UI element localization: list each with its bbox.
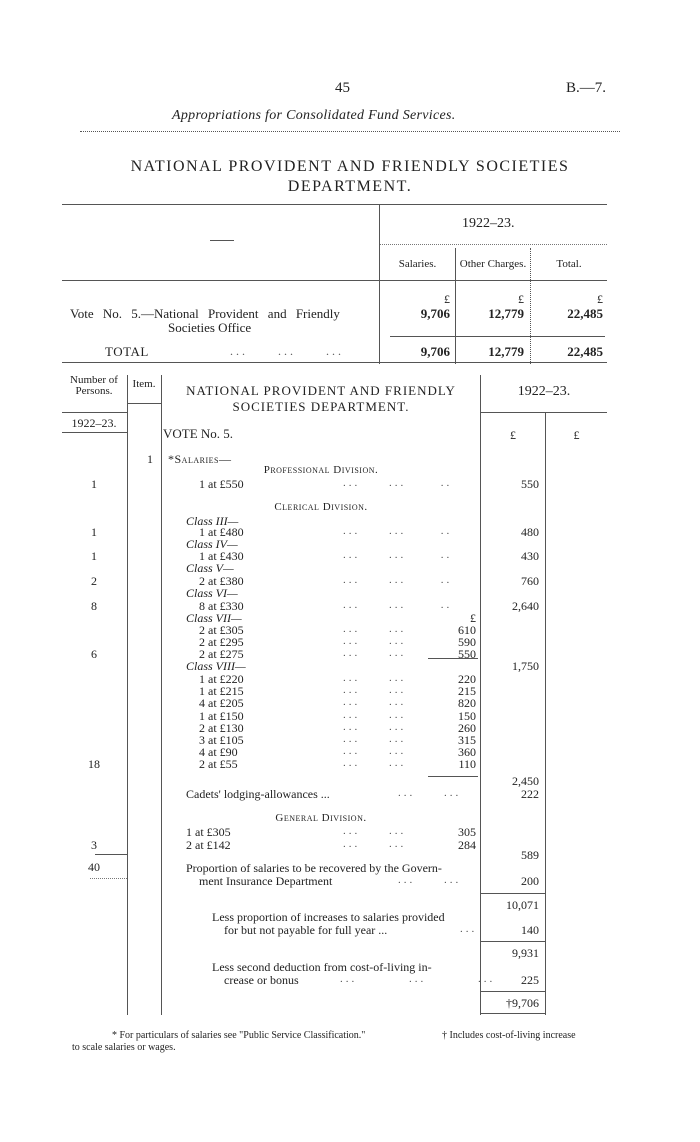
final-total: †9,706 (506, 996, 539, 1010)
class-label: Class VIII— (186, 659, 246, 673)
row-label: 8 at £330 (199, 599, 244, 613)
row-label: 2 at £380 (199, 574, 244, 588)
class-label: Class VII— (186, 611, 242, 625)
row-label: 2 at £130 (199, 721, 244, 735)
row-label: 4 at £205 (199, 696, 244, 710)
proportion-amount: 200 (521, 874, 539, 888)
row-label: 2 at £275 (199, 647, 244, 661)
subtotal1: 10,071 (506, 898, 539, 912)
row-amount: 550 (521, 477, 539, 491)
cadets-label: Cadets' lodging-allowances ... (186, 787, 330, 801)
col-item-header: Item. (132, 378, 156, 390)
summary-col-other: Other Charges. (459, 258, 527, 270)
vote-salaries: 9,706 (420, 306, 450, 321)
row-label: 1 at £215 (199, 684, 244, 698)
proportion-leader: ... ... (398, 874, 462, 886)
summary-divider (379, 204, 380, 364)
class-label: Class III— (186, 514, 239, 528)
less1-line1: Less proportion of increases to salaries provided (212, 910, 445, 924)
less2-line2: crease or bonus (224, 973, 299, 987)
summary-header-rule (62, 280, 607, 281)
page-title-line2: DEPARTMENT. (287, 178, 413, 195)
item-number: 1 (147, 452, 153, 466)
gen-row2-persons: 3 (91, 838, 97, 852)
general-division: General Division. (275, 812, 367, 824)
detail-divider-persons (127, 375, 128, 1015)
final-bottom-rule (481, 1013, 545, 1014)
row-leader: ... ... .. (343, 477, 453, 489)
page-title-line1: NATIONAL PROVIDENT AND FRIENDLY SOCIETIES (130, 158, 570, 175)
clerical-division: Clerical Division. (274, 501, 368, 513)
row-leader: ... ... (343, 709, 407, 721)
class7-rule (428, 658, 478, 659)
vote-label-line2: Societies Office (168, 320, 252, 335)
persons-year-rule (62, 432, 127, 433)
row-leader: ... ... .. (343, 549, 453, 561)
row-leader: ... ... .. (343, 525, 453, 537)
footnote-star: * For particulars of salaries see "Public Service Classification." (112, 1030, 366, 1041)
footnote-dagger-line2: to scale salaries or wages. (72, 1042, 176, 1053)
subtotal2-rule (481, 941, 545, 942)
row-label: 3 at £105 (199, 733, 244, 747)
row-mid-amount: 220 (458, 672, 476, 686)
row-persons: 2 (91, 574, 97, 588)
row-persons: 8 (91, 599, 97, 613)
class-label: Class V— (186, 561, 234, 575)
row-leader: ... ... (343, 733, 407, 745)
row-label: 4 at £90 (199, 745, 238, 759)
total-salaries: 9,706 (420, 344, 450, 359)
persons-total-rule (90, 878, 127, 879)
summary-currency-2: £ (518, 292, 524, 306)
total-currency: £ (573, 428, 580, 442)
row-leader: ... ... (343, 745, 407, 757)
vote-number: VOTE No. 5. (163, 426, 234, 441)
row-amount: 2,640 (512, 599, 539, 613)
summary-col-salaries: Salaries. (398, 258, 437, 270)
class8-total: 2,450 (512, 774, 539, 788)
cadets-leader: ... ... (398, 787, 462, 799)
row-persons: 1 (91, 525, 97, 539)
col-persons-header: Number of Persons. (70, 374, 118, 397)
document-reference: B.—7. (566, 80, 607, 96)
row-leader: ... ... (343, 647, 407, 659)
gen-row1-label: 1 at £305 (186, 825, 231, 839)
final-rule (481, 991, 545, 992)
row-leader: ... ... (343, 672, 407, 684)
detail-heading-line1: NATIONAL PROVIDENT AND FRIENDLY (186, 383, 456, 398)
less1-line2: for but not payable for full year ... (224, 923, 388, 937)
row-persons: 18 (88, 757, 100, 771)
row-mid-amount: 315 (458, 733, 476, 747)
summary-year: 1922–23. (462, 216, 515, 231)
proportion-line2: ment Insurance Department (199, 874, 333, 888)
detail-year-left: 1922–23. (71, 416, 117, 430)
summary-currency-1: £ (444, 292, 450, 306)
summary-currency-3: £ (597, 292, 603, 306)
row-label: 2 at £295 (199, 635, 244, 649)
persons-sum-rule (95, 854, 127, 855)
row-mid-amount: 550 (458, 647, 476, 661)
amount-currency: £ (510, 428, 516, 442)
row-label: 1 at £480 (199, 525, 244, 539)
less2-line1: Less second deduction from cost-of-living in- (212, 960, 432, 974)
total-persons: 40 (88, 860, 100, 874)
total-leader: ... ... ... (230, 344, 344, 358)
gen-row2-leader: ... ... (343, 838, 407, 850)
row-leader: ... ... .. (343, 599, 453, 611)
row-mid-amount: 260 (458, 721, 476, 735)
subtotal1-rule (481, 893, 545, 894)
vote-label-line1: Vote No. 5.—National Provident and Friendly (70, 306, 340, 321)
summary-year-rule (380, 244, 607, 245)
gen-row1-mid: 305 (458, 825, 476, 839)
footnote-dagger-line1: † Includes cost-of-living increase (442, 1030, 576, 1041)
gen-row1-leader: ... ... (343, 825, 407, 837)
row-leader: ... ... (343, 721, 407, 733)
detail-heading-line2: SOCIETIES DEPARTMENT. (232, 399, 410, 414)
row-mid-amount: 590 (458, 635, 476, 649)
less1-amount: 140 (521, 923, 539, 937)
persons-header-rule (62, 412, 127, 413)
total-total: 22,485 (567, 344, 603, 359)
detail-year-rule (481, 412, 607, 413)
summary-bottom-rule (62, 362, 607, 363)
vote-other-charges: 12,779 (488, 306, 524, 321)
row-label: 1 at £430 (199, 549, 244, 563)
row-label: 1 at £220 (199, 672, 244, 686)
row-label: 1 at £150 (199, 709, 244, 723)
vote-total: 22,485 (567, 306, 603, 321)
row-label: 2 at £305 (199, 623, 244, 637)
class8-rule (428, 776, 478, 777)
row-leader: ... ... (343, 623, 407, 635)
row-mid-amount: 110 (458, 757, 476, 771)
summary-total-rule (390, 336, 605, 337)
general-total: 589 (521, 848, 539, 862)
row-leader: ... ... (343, 757, 407, 769)
proportion-line1: Proportion of salaries to be recovered by the Govern- (186, 861, 442, 875)
cadets-amount: 222 (521, 787, 539, 801)
row-mid-amount: 360 (458, 745, 476, 759)
row-mid-amount: £ (470, 611, 476, 625)
summary-col-total: Total. (556, 258, 582, 270)
detail-year-right: 1922–23. (517, 384, 571, 399)
row-mid-amount: 150 (458, 709, 476, 723)
gen-row2-label: 2 at £142 (186, 838, 231, 852)
class-label: Class VI— (186, 586, 238, 600)
row-leader: ... ... (343, 696, 407, 708)
row-amount: 760 (521, 574, 539, 588)
row-persons: 1 (91, 549, 97, 563)
total-label: TOTAL (105, 344, 149, 359)
salaries-heading: *Salaries— (168, 452, 232, 466)
professional-division: Professional Division. (263, 464, 379, 476)
class-label: Class IV— (186, 537, 238, 551)
row-persons: 6 (91, 647, 97, 661)
total-other-charges: 12,779 (488, 344, 524, 359)
running-title: Appropriations for Consolidated Fund Services. (172, 108, 456, 123)
row-leader: ... ... (343, 684, 407, 696)
less2-amount: 225 (521, 973, 539, 987)
row-mid-amount: 820 (458, 696, 476, 710)
gen-row2-mid: 284 (458, 838, 476, 852)
row-mid-amount: 610 (458, 623, 476, 637)
row-leader: ... ... (343, 635, 407, 647)
row-persons: 1 (91, 477, 97, 491)
row-mid-amount: 215 (458, 684, 476, 698)
detail-divider-amount (480, 375, 481, 1015)
item-header-rule (128, 403, 161, 404)
header-rule (80, 131, 620, 132)
less2-leader: ... ... ... (340, 973, 496, 985)
summary-top-rule (62, 204, 607, 205)
row-label: 1 at £550 (199, 477, 244, 491)
row-amount: 480 (521, 525, 539, 539)
less1-leader: ... (460, 923, 478, 935)
row-leader: ... ... .. (343, 574, 453, 586)
summary-dash (210, 240, 234, 241)
row-amount: 430 (521, 549, 539, 563)
row-label: 2 at £55 (199, 757, 238, 771)
detail-divider-total (545, 412, 546, 1015)
subtotal2: 9,931 (512, 946, 539, 960)
page-number: 45 (335, 80, 350, 96)
row-amount: 1,750 (512, 659, 539, 673)
